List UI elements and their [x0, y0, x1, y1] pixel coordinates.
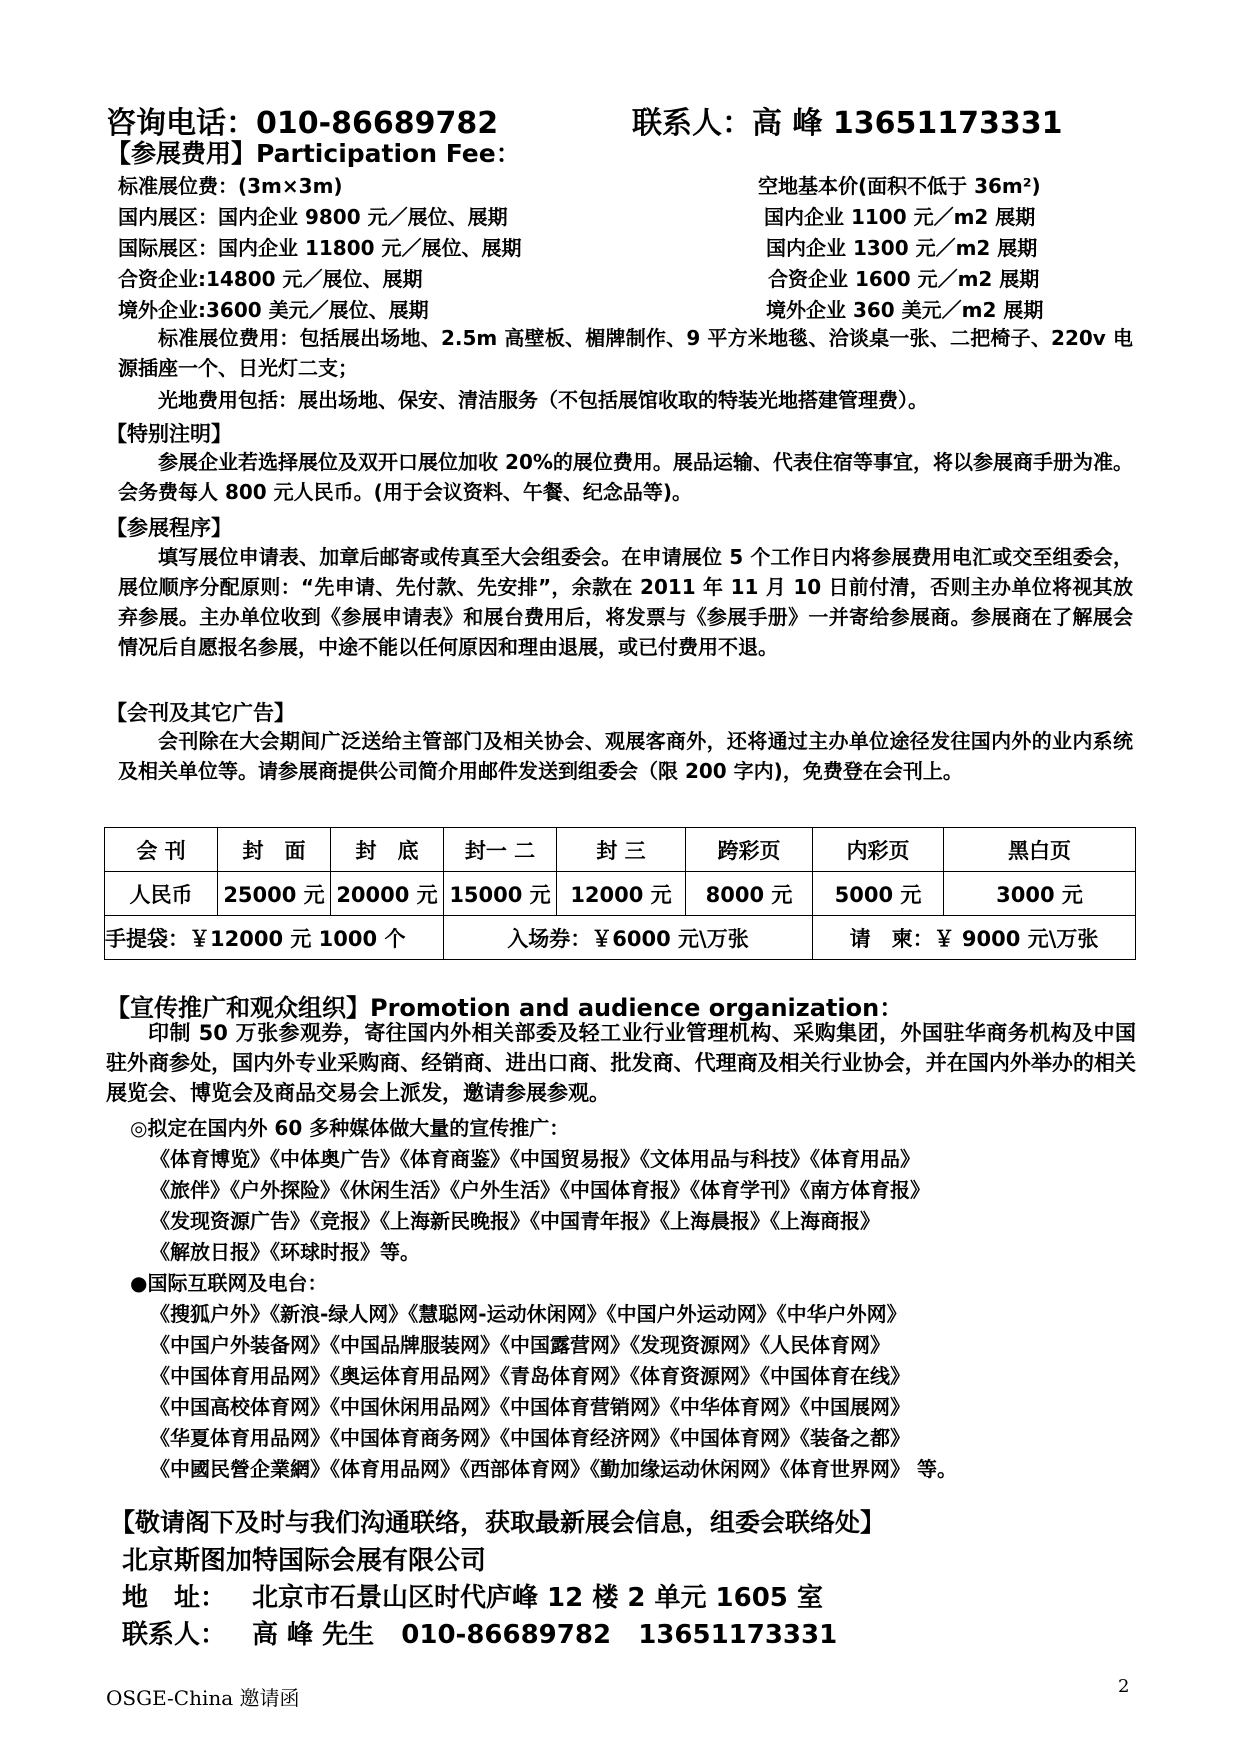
footer-title: OSGE-China 邀请函: [106, 1686, 300, 1710]
table-header-cell: 内彩页: [813, 828, 944, 872]
web-line: 《中國民營企業網》《体育用品网》《西部体育网》《勤加缘运动休闲网》《体育世界网》 等。: [150, 1457, 957, 1481]
table-header-cell: 会 刊: [105, 828, 218, 872]
table-cell: 入场券：￥6000 元\万张: [444, 916, 813, 960]
address-value: 北京市石景山区时代庐峰 12 楼 2 单元 1605 室: [252, 1583, 823, 1613]
table-cell: 15000 元: [444, 872, 557, 916]
contact-value: 高 峰 先生 010-86689782 13651173331: [252, 1620, 838, 1650]
standard-row: 境外企业:3600 美元／展位、展期: [118, 298, 429, 322]
page-number: 2: [1118, 1676, 1130, 1697]
raw-row: 国内企业 1300 元／m2 展期: [766, 236, 1038, 260]
standard-row: 国内展区：国内企业 9800 元／展位、展期: [118, 205, 508, 229]
raw-space-title: 空地基本价(面积不低于 36m²): [758, 174, 1041, 198]
table-row: [105, 872, 1136, 916]
organizer-company: 北京斯图加特国际会展有限公司: [122, 1546, 487, 1576]
media-title: ◎拟定在国内外 60 多种媒体做大量的宣传推广：: [130, 1116, 570, 1140]
table-cell: 25000 元: [218, 872, 331, 916]
table-cell: 8000 元: [686, 872, 813, 916]
table-header-cell: 封 三: [557, 828, 686, 872]
table-row: [105, 916, 1136, 960]
contact-person: 联系人：高 峰 13651173331: [632, 106, 1063, 141]
notes-text: 参展企业若选择展位及双开口展位加收 20%的展位费用。展品运输、代表住宿等事宜，将以参展商手册为准。会务费每人 800 元人民币。(用于会议资料、午餐、纪念品等)。: [118, 450, 1133, 504]
table-cell: 人民币: [105, 872, 218, 916]
raw-row: 合资企业 1600 元／m2 展期: [768, 267, 1040, 291]
fees-heading: 【参展费用】Participation Fee：: [106, 139, 521, 168]
notes-heading: 【特别注明】: [106, 422, 232, 446]
table-row: [105, 828, 1136, 872]
procedure-heading: 【参展程序】: [106, 516, 232, 540]
web-title: ●国际互联网及电台：: [130, 1271, 328, 1295]
table-cell: 3000 元: [944, 872, 1136, 916]
web-line: 《中国体育用品网》《奥运体育用品网》《青岛体育网》《体育资源网》《中国体育在线》: [150, 1364, 910, 1388]
ads-heading: 【会刊及其它广告】: [106, 701, 295, 725]
standard-row: 国际展区：国内企业 11800 元／展位、展期: [118, 236, 522, 260]
table-header-cell: 封一 二: [444, 828, 557, 872]
media-line: 《发现资源广告》《竞报》《上海新民晚报》《中国青年报》《上海晨报》《上海商报》: [150, 1209, 880, 1233]
web-line: 《中国户外装备网》《中国品牌服装网》《中国露营网》《发现资源网》《人民体育网》: [150, 1333, 890, 1357]
table-cell: 5000 元: [813, 872, 944, 916]
table-header-cell: 封 面: [218, 828, 331, 872]
media-line: 《解放日报》《环球时报》等。: [150, 1240, 420, 1264]
address-label: 地 址：: [122, 1583, 227, 1613]
contact-label: 联系人：: [122, 1620, 227, 1650]
ad-price-table: [104, 827, 1136, 960]
ads-text: 会刊除在大会期间广泛送给主管部门及相关协会、观展客商外，还将通过主办单位途径发往国内外的业内系统及相关单位等。请参展商提供公司简介用邮件发送到组委会（限 200 字内)，免费登在会刊上。: [118, 729, 1133, 783]
media-line: 《体育博览》《中体奥广告》《体育商鉴》《中国贸易报》《文体用品与科技》《体育用品》: [150, 1147, 920, 1171]
table-cell: 手提袋：￥12000 元 1000 个: [105, 916, 444, 960]
web-line: 《搜狐户外》《新浪-绿人网》《慧聪网-运动休闲网》《中国户外运动网》《中华户外网》: [150, 1302, 907, 1326]
table-header-cell: 跨彩页: [686, 828, 813, 872]
standard-includes: 标准展位费用：包括展出场地、2.5m 高壁板、楣牌制作、9 平方米地毯、洽谈桌一张、二把椅子、220v 电源插座一个、日光灯二支；: [118, 326, 1133, 380]
table-cell: 请 柬：￥ 9000 元\万张: [813, 916, 1136, 960]
standard-booth-title: 标准展位费：(3m×3m): [118, 174, 343, 198]
table-header-cell: 封 底: [331, 828, 444, 872]
promotion-heading: 【宣传推广和观众组织】Promotion and audience organization：: [106, 994, 904, 1022]
raw-includes: 光地费用包括：展出场地、保安、清洁服务（不包括展馆收取的特装光地搭建管理费）。: [158, 388, 928, 412]
media-line: 《旅伴》《户外探险》《休闲生活》《户外生活》《中国体育报》《体育学刊》《南方体育报》: [150, 1178, 930, 1202]
table-cell: 12000 元: [557, 872, 686, 916]
raw-row: 境外企业 360 美元／m2 展期: [766, 298, 1044, 322]
table-header-cell: 黑白页: [944, 828, 1136, 872]
organizer-heading: 【敬请阁下及时与我们沟通联络，获取最新展会信息，组委会联络处】: [110, 1508, 886, 1537]
procedure-text: 填写展位申请表、加章后邮寄或传真至大会组委会。在申请展位 5 个工作日内将参展费用电汇或交至组委会，展位顺序分配原则：“先申请、先付款、先安排”，余款在 2011 年 11 月 10 日前付清，否则主办单位将视其放弃参展。主办单位收到《参展申请表》和展台费用后，将发票与《参展手册》一并寄给参展商。参展商在了解展会情况后自愿报名参展，中途不能以任何原因和理由退展，或已付费用不退。: [118, 545, 1133, 659]
web-line: 《华夏体育用品网》《中国体育商务网》《中国体育经济网》《中国体育网》《装备之都》: [150, 1426, 910, 1450]
standard-row: 合资企业:14800 元／展位、展期: [118, 267, 423, 291]
promotion-text: 印制 50 万张参观券，寄往国内外相关部委及轻工业行业管理机构、采购集团，外国驻华商务机构及中国驻外商参处，国内外专业采购商、经销商、进出口商、批发商、代理商及相关行业协会，并在国内外举办的相关展览会、博览会及商品交易会上派发，邀请参展参观。: [106, 1021, 1136, 1105]
table-cell: 20000 元: [331, 872, 444, 916]
raw-row: 国内企业 1100 元／m2 展期: [764, 205, 1036, 229]
consult-phone: 咨询电话：010-86689782: [106, 106, 499, 141]
web-line: 《中国高校体育网》《中国休闲用品网》《中国体育营销网》《中华体育网》《中国展网》: [150, 1395, 910, 1419]
